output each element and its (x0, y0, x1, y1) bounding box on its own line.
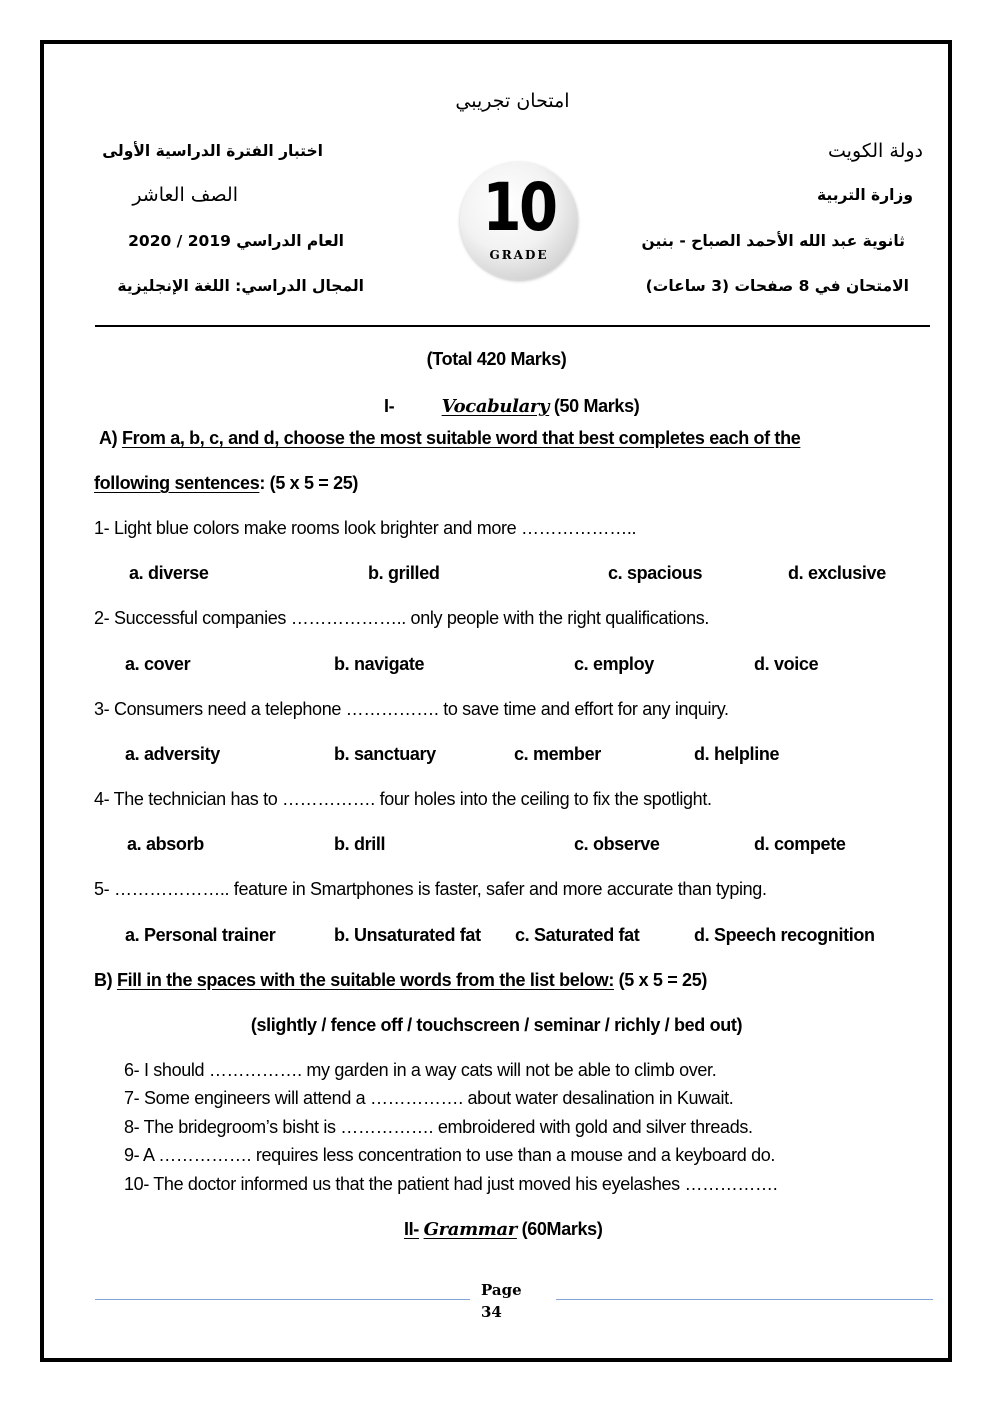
q2-option-b[interactable]: b. navigate (334, 654, 425, 674)
partB-word-list: (slightly / fence off / touchscreen / seminar / richly / bed out) (250, 1015, 743, 1035)
q2-option-d[interactable]: d. voice (754, 654, 819, 674)
question-2: 2- Successful companies ……………….. only people with the right qualifications. (94, 608, 710, 628)
q4-option-c[interactable]: c. observe (574, 834, 660, 854)
q4-option-b[interactable]: b. drill (334, 834, 386, 854)
q3-option-c[interactable]: c. member (514, 744, 601, 764)
partB-instruction-text: Fill in the spaces with the suitable words from the list below: (116, 970, 614, 990)
partB-instruction (94, 970, 707, 991)
q5-option-c[interactable]: c. Saturated fat (515, 925, 640, 945)
footer-page-label: Page (481, 1281, 522, 1299)
question-4: 4- The technician has to ……………. four holes into the ceiling to fix the spotlight. (94, 789, 712, 809)
q5-option-d[interactable]: d. Speech recognition (694, 925, 875, 945)
section2-marks: (60Marks) (521, 1219, 603, 1239)
section1-title: Vocabulary (441, 396, 550, 417)
q1-option-b[interactable]: b. grilled (368, 563, 440, 583)
header-school: ثانوية عبد الله الأحمد الصباح - بنين (641, 232, 905, 250)
q3-option-a[interactable]: a. adversity (125, 744, 220, 764)
q2-option-a[interactable]: a. cover (125, 654, 191, 674)
q3-option-d[interactable]: d. helpline (694, 744, 780, 764)
partA-instruction-text2: following sentences (94, 473, 260, 493)
header-subject: المجال الدراسي: اللغة الإنجليزية (117, 277, 364, 295)
partA-instruction-line2 (94, 473, 358, 494)
footer-line-right (556, 1299, 933, 1300)
q1-option-a[interactable]: a. diverse (129, 563, 209, 583)
fill-sentence-7: 7- Some engineers will attend a ……………. about water desalination in Kuwait. (124, 1088, 734, 1108)
header-country: دولة الكويت (828, 140, 923, 162)
partA-prefix: A) (99, 428, 118, 448)
header-ministry: وزارة التربية (817, 186, 913, 204)
footer-page-number: 34 (481, 1303, 502, 1321)
section2-title: Grammar (423, 1219, 517, 1240)
logo-number: 10 (482, 169, 556, 246)
question-3: 3- Consumers need a telephone ……………. to save time and effort for any inquiry. (94, 699, 729, 719)
q4-option-a[interactable]: a. absorb (127, 834, 204, 854)
partA-score: : (5 x 5 = 25) (259, 473, 359, 493)
partA-instruction-text: From a, b, c, and d, choose the most suitable word that best completes each of the (121, 428, 801, 448)
fill-sentence-8: 8- The bridegroom’s bisht is ……………. embroidered with gold and silver threads. (124, 1117, 753, 1137)
q2-option-c[interactable]: c. employ (574, 654, 654, 674)
header-pages-info: الامتحان في 8 صفحات (3 ساعات) (645, 277, 909, 295)
q4-option-d[interactable]: d. compete (754, 834, 846, 854)
q1-option-d[interactable]: d. exclusive (788, 563, 886, 583)
q5-option-b[interactable]: b. Unsaturated fat (334, 925, 481, 945)
header-top-title: امتحان تجريبي (455, 90, 570, 112)
header-grade-name: الصف العاشر (132, 184, 238, 206)
question-5: 5- ……………….. feature in Smartphones is faster, safer and more accurate than typing. (94, 879, 767, 899)
section1-marks: (50 Marks) (553, 396, 640, 416)
logo-grade-label: GRADE (489, 248, 549, 262)
grade-10-logo (460, 162, 578, 280)
q5-option-a[interactable]: a. Personal trainer (125, 925, 276, 945)
section1-heading (384, 396, 639, 417)
header-exam-name: اختبار الفترة الدراسية الأولى (102, 142, 323, 160)
footer-line-left (95, 1299, 470, 1300)
fill-sentence-6: 6- I should ……………. my garden in a way cats will not be able to climb over. (124, 1060, 717, 1080)
q3-option-b[interactable]: b. sanctuary (334, 744, 436, 764)
partB-score: (5 x 5 = 25) (613, 970, 707, 990)
header-academic-year: العام الدراسي 2019 / 2020 (128, 232, 344, 250)
total-marks: (Total 420 Marks) (426, 349, 567, 369)
header-divider (95, 325, 930, 327)
section2-heading (404, 1219, 602, 1240)
partA-instruction-line1 (99, 428, 800, 449)
fill-sentence-9: 9- A ……………. requires less concentration to use than a mouse and a keyboard do. (124, 1145, 776, 1165)
section2-numeral: II- (404, 1219, 419, 1239)
question-1: 1- Light blue colors make rooms look brighter and more ……………….. (94, 518, 637, 538)
q1-option-c[interactable]: c. spacious (608, 563, 703, 583)
fill-sentence-10: 10- The doctor informed us that the patient had just moved his eyelashes ……………. (124, 1174, 778, 1194)
section1-numeral: I- (384, 396, 395, 416)
partB-prefix: B) (94, 970, 113, 990)
